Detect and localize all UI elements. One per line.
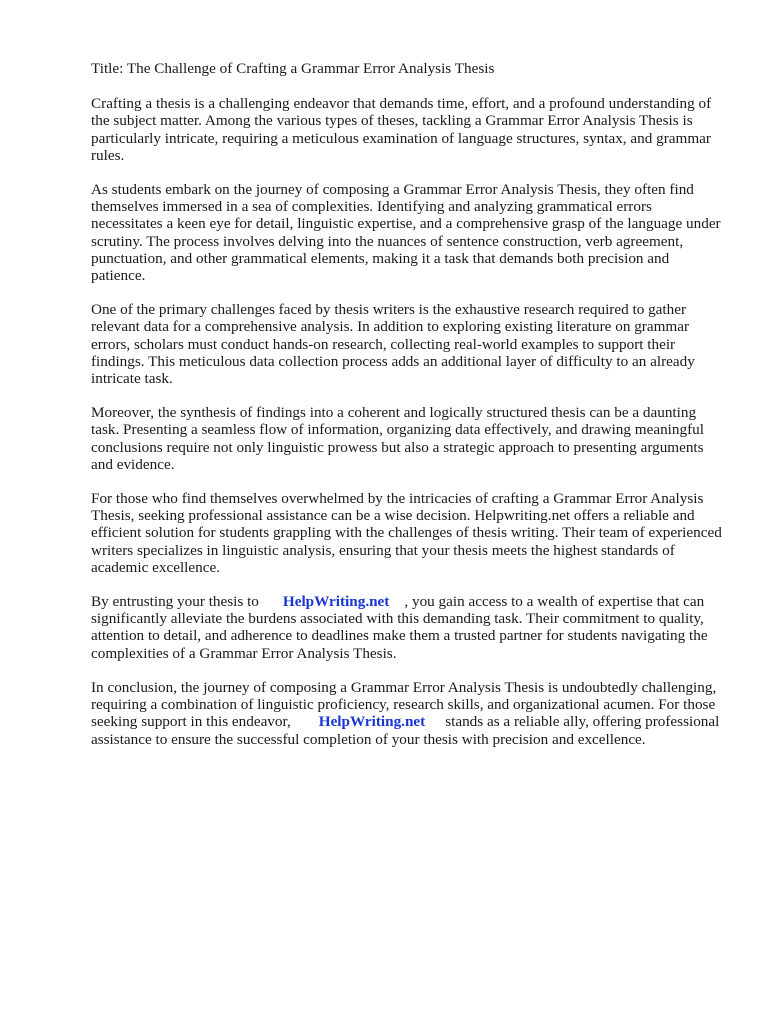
- paragraph-2: As students embark on the journey of composing a Grammar Error Analysis Thesis, they often find themselves immersed in a sea of complexities. Identifying and analyzing grammatical errors necessitates a keen eye for detail, linguistic expertise, and a comprehensive grasp of the language under scrutiny. The process involves delving into the nuances of sentence construction, verb agreement, punctuation, and other grammatical elements, making it a task that demands both precision and patience.: [91, 181, 721, 285]
- paragraph-3: One of the primary challenges faced by thesis writers is the exhaustive research required to gather relevant data for a comprehensive analysis. In addition to exploring existing literature on grammar errors, scholars must conduct hands-on research, collecting real-world examples to support their findings. This meticulous data collection process adds an additional layer of difficulty to an already intricate task.: [91, 301, 695, 388]
- paragraph-6-tail: , you gain access to a wealth of expertise that can significantly alleviate the burdens associated with this demanding task. Their commitment to quality, attention to detail, and adherence to deadlines make them a trusted partner for students navigating the complexities of a Grammar Error Analysis Thesis.: [91, 593, 708, 662]
- paragraph-4: Moreover, the synthesis of findings into a coherent and logically structured thesis can be a daunting task. Presenting a seamless flow of information, organizing data effectively, and drawing meaningful conclusions require not only linguistic prowess but also a strategic approach to presenting arguments and evidence.: [91, 404, 704, 473]
- paragraph-1: Crafting a thesis is a challenging endeavor that demands time, effort, and a profound understanding of the subject matter. Among the various types of theses, tackling a Grammar Error Analysis Thesis is particularly intricate, requiring a meticulous examination of language structures, syntax, and grammar rules.: [91, 95, 712, 164]
- document-title: Title: The Challenge of Crafting a Grammar Error Analysis Thesis: [91, 60, 495, 77]
- paragraph-5: For those who find themselves overwhelmed by the intricacies of crafting a Grammar Error Analysis Thesis, seeking professional assistance can be a wise decision. Helpwriting.net offers a reliable and efficient solution for students grappling with the challenges of thesis writing. Their team of experienced writers specializes in linguistic analysis, ensuring that your thesis meets the highest standards of academic excellence.: [91, 490, 722, 576]
- helpwriting-link-1[interactable]: HelpWriting.net: [282, 593, 390, 611]
- paragraph-7-tail: stands as a reliable ally, offering professional assistance to ensure the successful completion of your thesis with precision and excellence.: [91, 713, 720, 748]
- paragraph-7: [91, 679, 723, 748]
- helpwriting-link-2[interactable]: HelpWriting.net: [318, 713, 426, 731]
- document-page: [91, 60, 723, 765]
- paragraph-7-lead: In conclusion, the journey of composing a Grammar Error Analysis Thesis is undoubtedly challenging, requiring a combination of linguistic proficiency, research skills, and organizational acumen. For those seeking support in this endeavor,: [91, 678, 717, 731]
- paragraph-6: [91, 593, 723, 662]
- paragraph-6-lead: By entrusting your thesis to: [91, 593, 259, 611]
